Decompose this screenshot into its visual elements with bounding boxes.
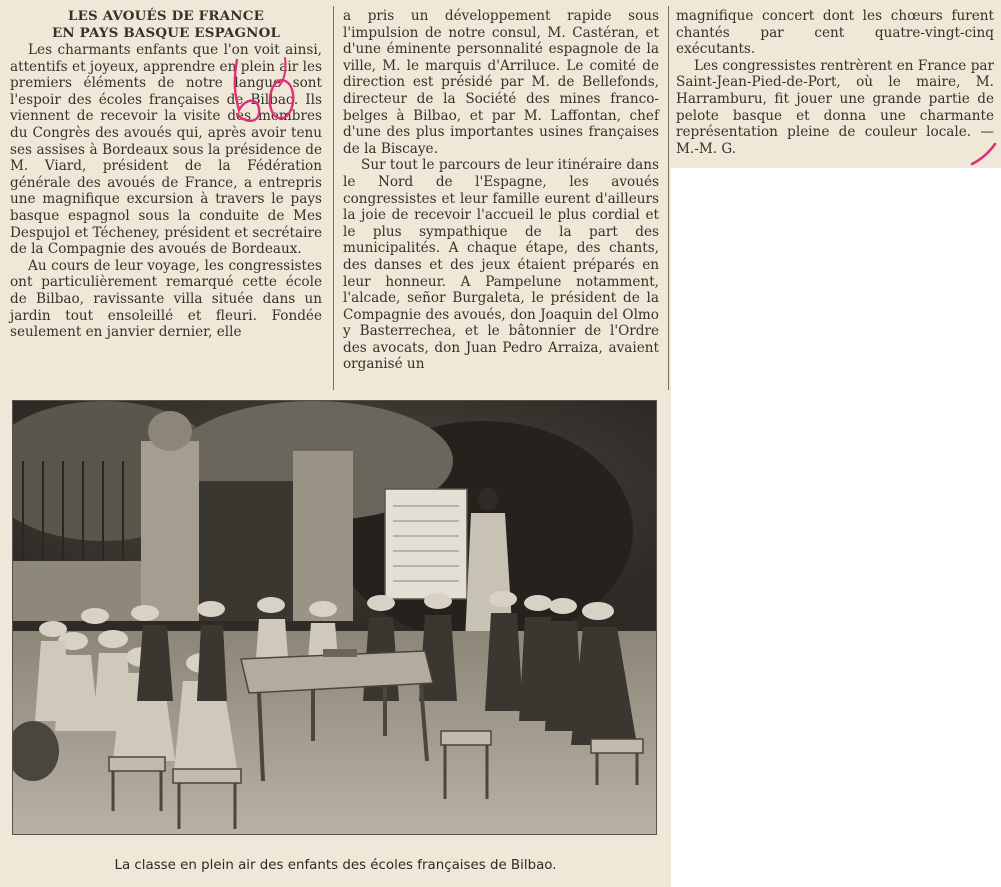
column-rule-1 <box>333 6 334 390</box>
photo-caption: La classe en plein air des enfants des écoles françaises de Bilbao. <box>114 858 557 873</box>
headline-line-2: EN PAYS BASQUE ESPAGNOL <box>51 25 281 41</box>
paragraph: Au cours de leur voyage, les congressistes ont particulièrement remarqué cette école de Bilbao, ravissante villa située dans un jardin tout ensoleillé et fleuri. Fondée seulement en janvier dernier, elle <box>10 257 322 341</box>
paragraph: Les congressistes rentrèrent en France par Saint-Jean-Pied-de-Port, où le maire, M. Harramburu, fit jouer une grande partie de pelote basque et donna une charmante représentation pleine de couleur locale. — M.-M. G. <box>676 57 994 157</box>
article-column-2 <box>343 8 659 373</box>
paragraph: Les charmants enfants que l'on voit ainsi, attentifs et joyeux, apprendre en plein air les premiers éléments de notre langue sont l'espoir des écoles françaises de Bilbao. Ils viennent de recevoir la visite des membres du Congrès des avoués qui, après avoir tenu ses assises à Bordeaux sous la présidence de M. Viard, président de la Fédération générale des avoués de France, a entrepris une magnifique excursion à travers le pays basque espagnol sous la conduite de Mes Despujol et Técheney, président et secrétaire de la Compagnie des avoués de Bordeaux. <box>10 42 322 258</box>
column-rule-2 <box>668 6 669 390</box>
paragraph: Sur tout le parcours de leur itinéraire dans le Nord de l'Espagne, les avoués congressistes et leur famille eurent d'ailleurs la joie de recevoir l'accueil le plus cordial et le plus sympathique de la part des municipalités. A chaque étape, des chants, des danses et des jeux étaient préparés en leur honneur. A Pampelune notamment, l'alcade, señor Burgaleta, le président de la Compagnie des avoués, don Joaquin del Olmo y Basterrechea, et le bâtonnier de l'Ordre des avocats, don Juan Pedro Arraiza, avaient organisé un <box>343 157 659 373</box>
headline-line-1: LES AVOUÉS DE FRANCE <box>67 8 264 24</box>
pink-pen-number-mark-icon <box>225 52 315 132</box>
paragraph: a pris un développement rapide sous l'impulsion de notre consul, M. Castéran, et d'une éminente personnalité espagnole de la ville, M. le marquis d'Arriluce. Le comité de direction est présidé par M. de Bellefonds, directeur de la Société des mines franco-belges à Bilbao, et par M. Laffontan, chef d'une des plus importantes usines françaises de la Biscaye. <box>343 8 659 157</box>
headline <box>10 8 322 42</box>
class-photograph <box>12 400 657 835</box>
paragraph: magnifique concert dont les chœurs furent chantés par cent quatre-vingt-cinq exécutants. <box>676 8 994 58</box>
article-column-3 <box>676 8 994 157</box>
pink-pen-tick-icon <box>968 140 998 168</box>
